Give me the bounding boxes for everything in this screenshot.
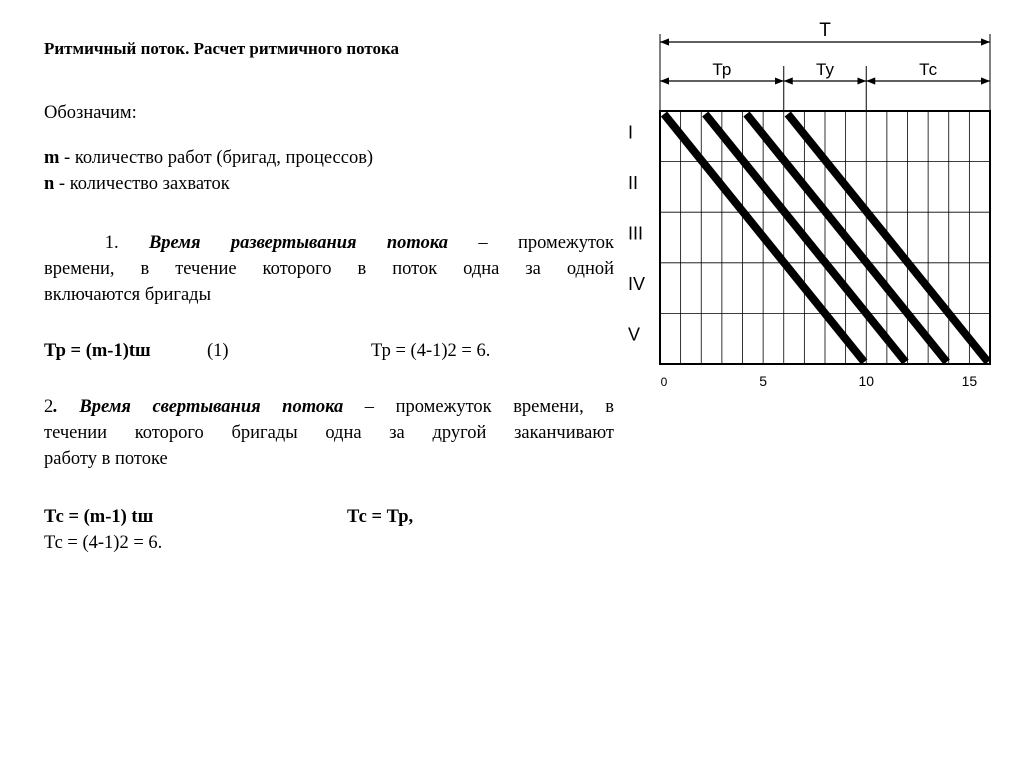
item-2-term: . Время свертывания потока [53, 397, 344, 417]
series-brigade-1 [664, 114, 864, 362]
series-brigade-4 [788, 114, 988, 362]
item-2-rest: – промежуток времени, в [343, 397, 614, 417]
intro-text: Обозначим: [44, 103, 137, 123]
item-1-line-3: включаются бригады [44, 285, 212, 305]
item-1-term: Время развертывания потока [148, 233, 448, 253]
formula-1-calc: Тр = (4-1)2 = 6. [371, 341, 491, 361]
page-title: Ритмичный поток. Расчет ритмичного потока [44, 39, 400, 58]
formula-2-expr: Тс = (m-1) tш [44, 507, 154, 527]
row-label: II [628, 172, 639, 193]
series-brigade-2 [705, 114, 905, 362]
definition-symbol: m [44, 148, 60, 168]
x-tick-label: 15 [961, 373, 978, 389]
definition-symbol: n [44, 174, 55, 194]
chart-dimensions [660, 20, 990, 111]
x-tick-label: 0 [660, 375, 668, 389]
series-brigade-3 [747, 114, 947, 362]
row-label: V [628, 324, 641, 345]
dim-T-label: T [819, 20, 831, 41]
formula-2-calc: Тс = (4-1)2 = 6. [44, 533, 163, 553]
item-2-number: 2 [44, 397, 54, 417]
x-tick-label: 5 [759, 373, 768, 389]
item-2-line-3: работу в потоке [44, 449, 168, 469]
item-1-number: 1. [104, 233, 149, 253]
row-label: IV [628, 274, 646, 295]
item-1-rest: – промежуток [447, 233, 615, 253]
formula-1-expr: Тр = (m-1)tш [44, 341, 151, 361]
chart-grid [660, 111, 990, 364]
x-tick-label: 10 [858, 373, 875, 389]
formula-1-number: (1) [207, 341, 229, 361]
item-1-line-2: времени, в течение которого в поток одна за одной [44, 259, 614, 279]
definition-text: - количество работ (бригад, процессов) [59, 148, 374, 168]
definition-text: - количество захваток [54, 174, 230, 194]
formula-2-expr-2: Тс = Тр, [347, 507, 414, 527]
dim-sub-label: Ту [816, 60, 834, 79]
dim-sub-label: Тр [712, 60, 732, 79]
row-label: I [628, 122, 634, 143]
row-label: III [628, 223, 644, 244]
dim-sub-label: Тс [919, 60, 938, 79]
chart-series [664, 114, 988, 362]
item-2-line-2: течении которого бригады одна за другой заканчивают [44, 423, 614, 443]
